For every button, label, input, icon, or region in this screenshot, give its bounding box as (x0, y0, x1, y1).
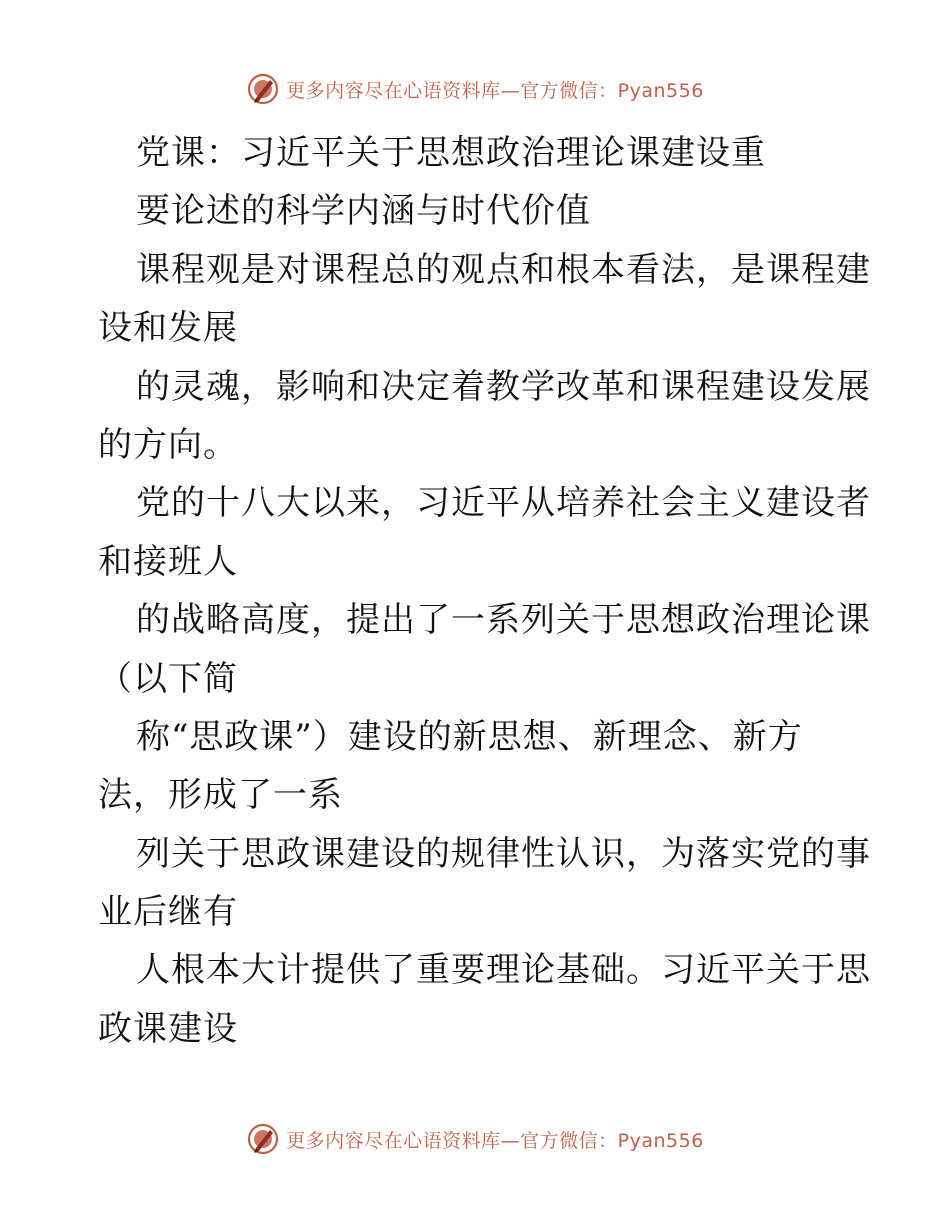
header-banner-text: 更多内容尽在心语资料库—官方微信：Pyan556 (286, 79, 704, 102)
paragraph-line: 法，形成了一系 (98, 775, 343, 816)
ink-pen-logo-icon (246, 1122, 280, 1156)
paragraph-line: 党的十八大以来，习近平从培养社会主义建设者 (136, 483, 871, 524)
paragraph-line: 的方向。 (98, 424, 238, 465)
paragraph-line: 称“思政课”）建设的新思想、新理念、新方 (136, 716, 803, 757)
document-body (98, 124, 871, 1058)
paragraph-line: 的战略高度，提出了一系列关于思想政治理论课 (136, 600, 871, 641)
paragraph-line: 人根本大计提供了重要理论基础。习近平关于思 (136, 950, 871, 991)
ink-pen-logo-icon (246, 72, 280, 106)
title-line-2: 要论述的科学内涵与时代价值 (136, 191, 591, 232)
paragraph-line: 和接班人 (98, 541, 238, 582)
paragraph-line: 列关于思政课建设的规律性认识，为落实党的事 (136, 833, 871, 874)
paragraph-line: 课程观是对课程总的观点和根本看法，是课程建 (136, 249, 871, 290)
paragraph-line: 的灵魂，影响和决定着教学改革和课程建设发展 (136, 366, 871, 407)
footer-banner (0, 1122, 950, 1156)
paragraph-line: 设和发展 (98, 308, 238, 349)
paragraph-line: （以下简 (98, 658, 238, 699)
paragraph-line: 政课建设 (98, 1008, 238, 1049)
footer-banner-text: 更多内容尽在心语资料库—官方微信：Pyan556 (286, 1129, 704, 1152)
header-banner (0, 72, 950, 106)
paragraph-line: 业后继有 (98, 892, 238, 933)
title-line-1: 党课：习近平关于思想政治理论课建设重 (136, 133, 766, 173)
